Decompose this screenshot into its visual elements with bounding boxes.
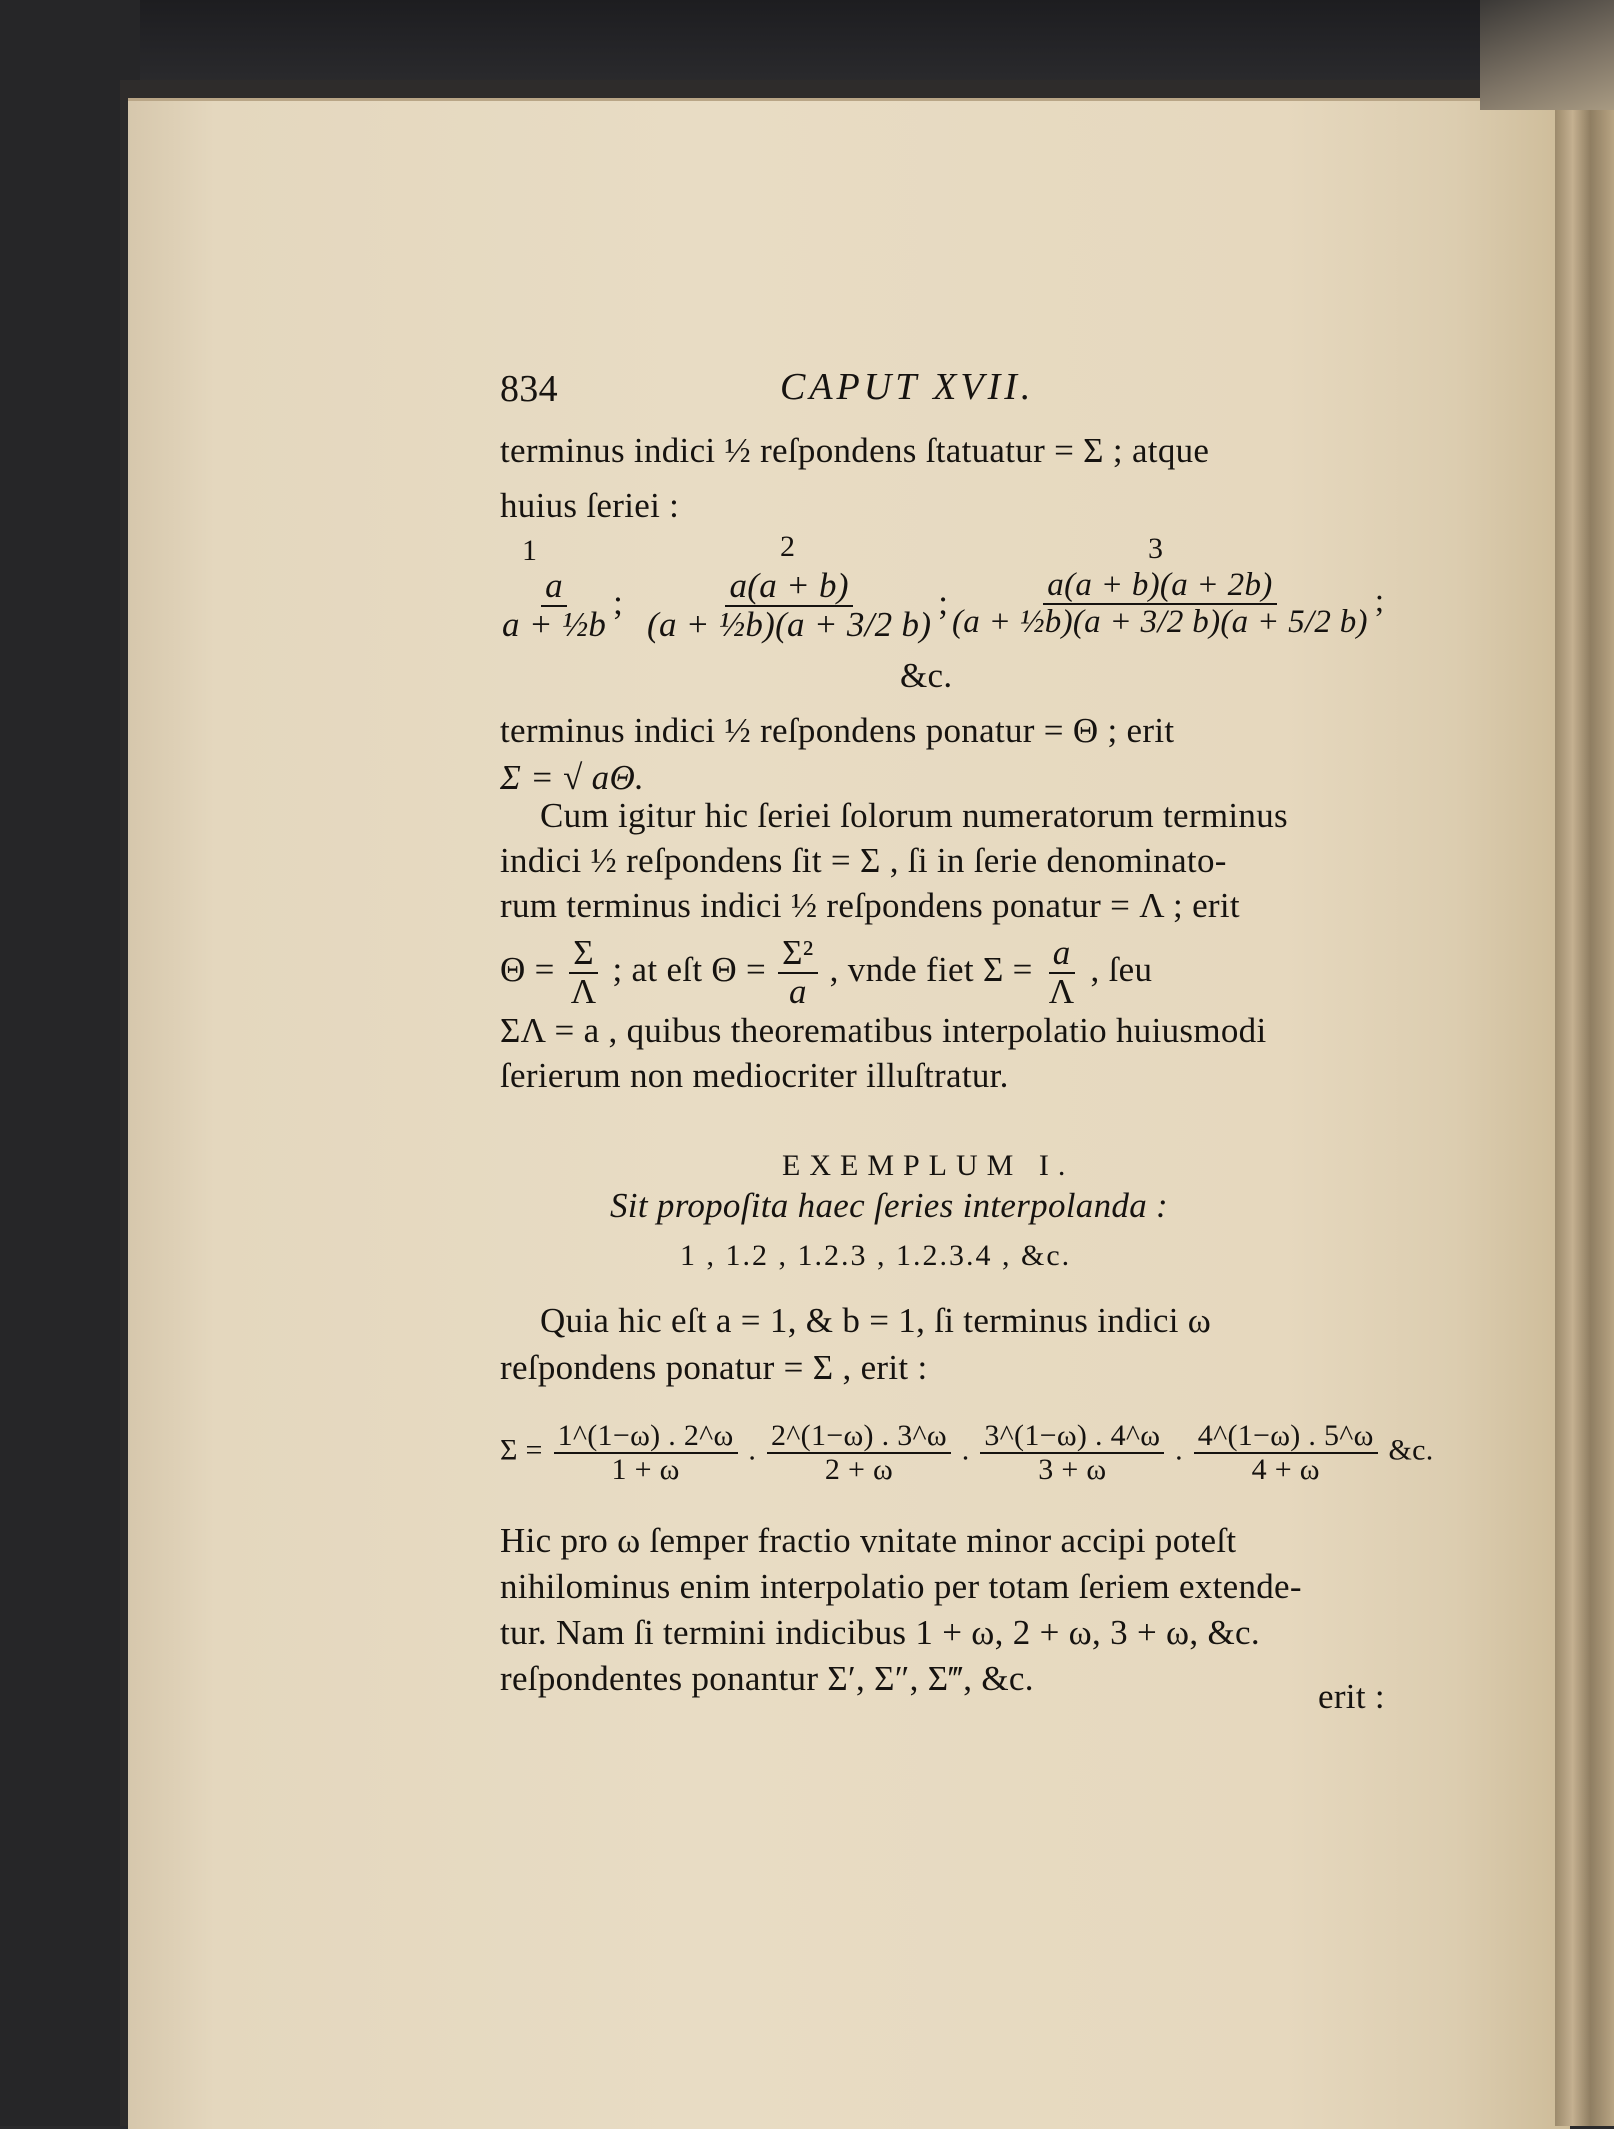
example-heading: EXEMPLUM I. — [782, 1149, 1075, 1182]
eq9-d: , ſeu — [1090, 949, 1153, 989]
eq9-frac2-den: a — [788, 971, 807, 1011]
series-sep-2: ; — [938, 582, 949, 622]
text-line-10: ΣΛ = a , quibus theorematibus interpolatio huiusmodi — [500, 1011, 1267, 1050]
series-term-1-num: a — [541, 568, 567, 607]
series-etc: &c. — [900, 656, 953, 695]
series-term-2 — [640, 568, 948, 644]
page-number: 834 — [500, 368, 558, 410]
text-line-7: indici ½ reſpondens ſit = Σ , ſi in ſerie denominato- — [500, 841, 1227, 880]
factor-2-den: 2 + ω — [824, 1452, 894, 1486]
series-term-2-num: a(a + b) — [725, 568, 852, 607]
series-sep-1: ; — [613, 582, 624, 622]
eq9-a: Θ = — [500, 949, 555, 989]
example-line-5: nihilominus enim interpolatio per totam ſeriem extende- — [500, 1567, 1302, 1606]
eq9-frac3-num: a — [1049, 935, 1075, 974]
series-term-2-den: (a + ½b)(a + 3/2 b) — [647, 604, 932, 644]
example-series: 1 , 1.2 , 1.2.3 , 1.2.3.4 , &c. — [680, 1239, 1072, 1272]
series-term-1-den: a + ½b — [502, 604, 607, 644]
eq9-frac1-num: Σ — [569, 935, 598, 974]
text-line-8: rum terminus indici ½ reſpondens ponatur = Λ ; erit — [500, 886, 1240, 925]
series-index-2: 2 — [780, 530, 796, 563]
eq9-frac2-num: Σ² — [778, 935, 817, 974]
product-sep-3: . — [1175, 1433, 1183, 1467]
eq9-frac1-den: Λ — [570, 971, 597, 1011]
text-line-1: terminus indici ½ reſpondens ſtatuatur = Σ ; atque — [500, 431, 1210, 470]
running-title: CAPUT XVII. — [780, 366, 1035, 408]
product-etc: &c. — [1388, 1433, 1434, 1467]
example-line-3: reſpondens ponatur = Σ , erit : — [500, 1348, 928, 1387]
example-line-7: reſpondentes ponantur Σ′, Σ″, Σ‴, &c. — [500, 1659, 1034, 1698]
factor-3-num: 3^(1−ω) . 4^ω — [980, 1420, 1164, 1454]
series-term-3 — [945, 568, 1384, 639]
series-term-3-den: (a + ½b)(a + 3/2 b)(a + 5/2 b) — [952, 603, 1368, 640]
example-line-4: Hic pro ω ſemper fractio vnitate minor accipi poteſt — [500, 1521, 1237, 1560]
text-line-4: terminus indici ½ reſpondens ponatur = Θ ; erit — [500, 711, 1175, 750]
example-line-1: Sit propoſita haec ſeries interpolanda : — [610, 1186, 1169, 1225]
eq9-b: ; at eſt Θ = — [612, 949, 767, 989]
catchword: erit : — [1318, 1677, 1385, 1716]
series-term-3-num: a(a + b)(a + 2b) — [1043, 568, 1276, 605]
example-line-6: tur. Nam ſi termini indicibus 1 + ω, 2 + ω, 3 + ω, &c. — [500, 1613, 1260, 1652]
product-sep-1: . — [748, 1433, 757, 1467]
series-index-3: 3 — [1148, 532, 1164, 565]
text-line-5: Σ = √ aΘ. — [500, 758, 645, 797]
factor-3-den: 3 + ω — [1038, 1452, 1107, 1486]
text-line-2: huius ſeriei : — [500, 486, 680, 525]
text-line-9 — [500, 935, 1152, 1011]
product-lhs: Σ = — [500, 1433, 543, 1467]
factor-2-num: 2^(1−ω) . 3^ω — [767, 1420, 951, 1454]
factor-4-den: 4 + ω — [1251, 1452, 1320, 1486]
text-line-11: ſerierum non mediocriter illuſtratur. — [500, 1056, 1009, 1095]
series-term-1 — [495, 568, 623, 644]
text-line-6: Cum igitur hic ſeriei ſolorum numeratorum terminus — [540, 796, 1288, 835]
example-line-2: Quia hic eſt a = 1, & b = 1, ſi terminus indici ω — [540, 1301, 1212, 1340]
product-sep-2: . — [961, 1433, 970, 1467]
factor-4-num: 4^(1−ω) . 5^ω — [1194, 1420, 1378, 1454]
eq9-frac3-den: Λ — [1048, 971, 1075, 1011]
factor-1-den: 1 + ω — [611, 1452, 680, 1486]
eq9-c: , vnde fiet Σ = — [829, 949, 1033, 989]
series-index-1: 1 — [522, 534, 538, 567]
series-sep-3: ; — [1374, 583, 1385, 620]
factor-1-num: 1^(1−ω) . 2^ω — [554, 1420, 738, 1454]
product-formula — [500, 1420, 1434, 1485]
